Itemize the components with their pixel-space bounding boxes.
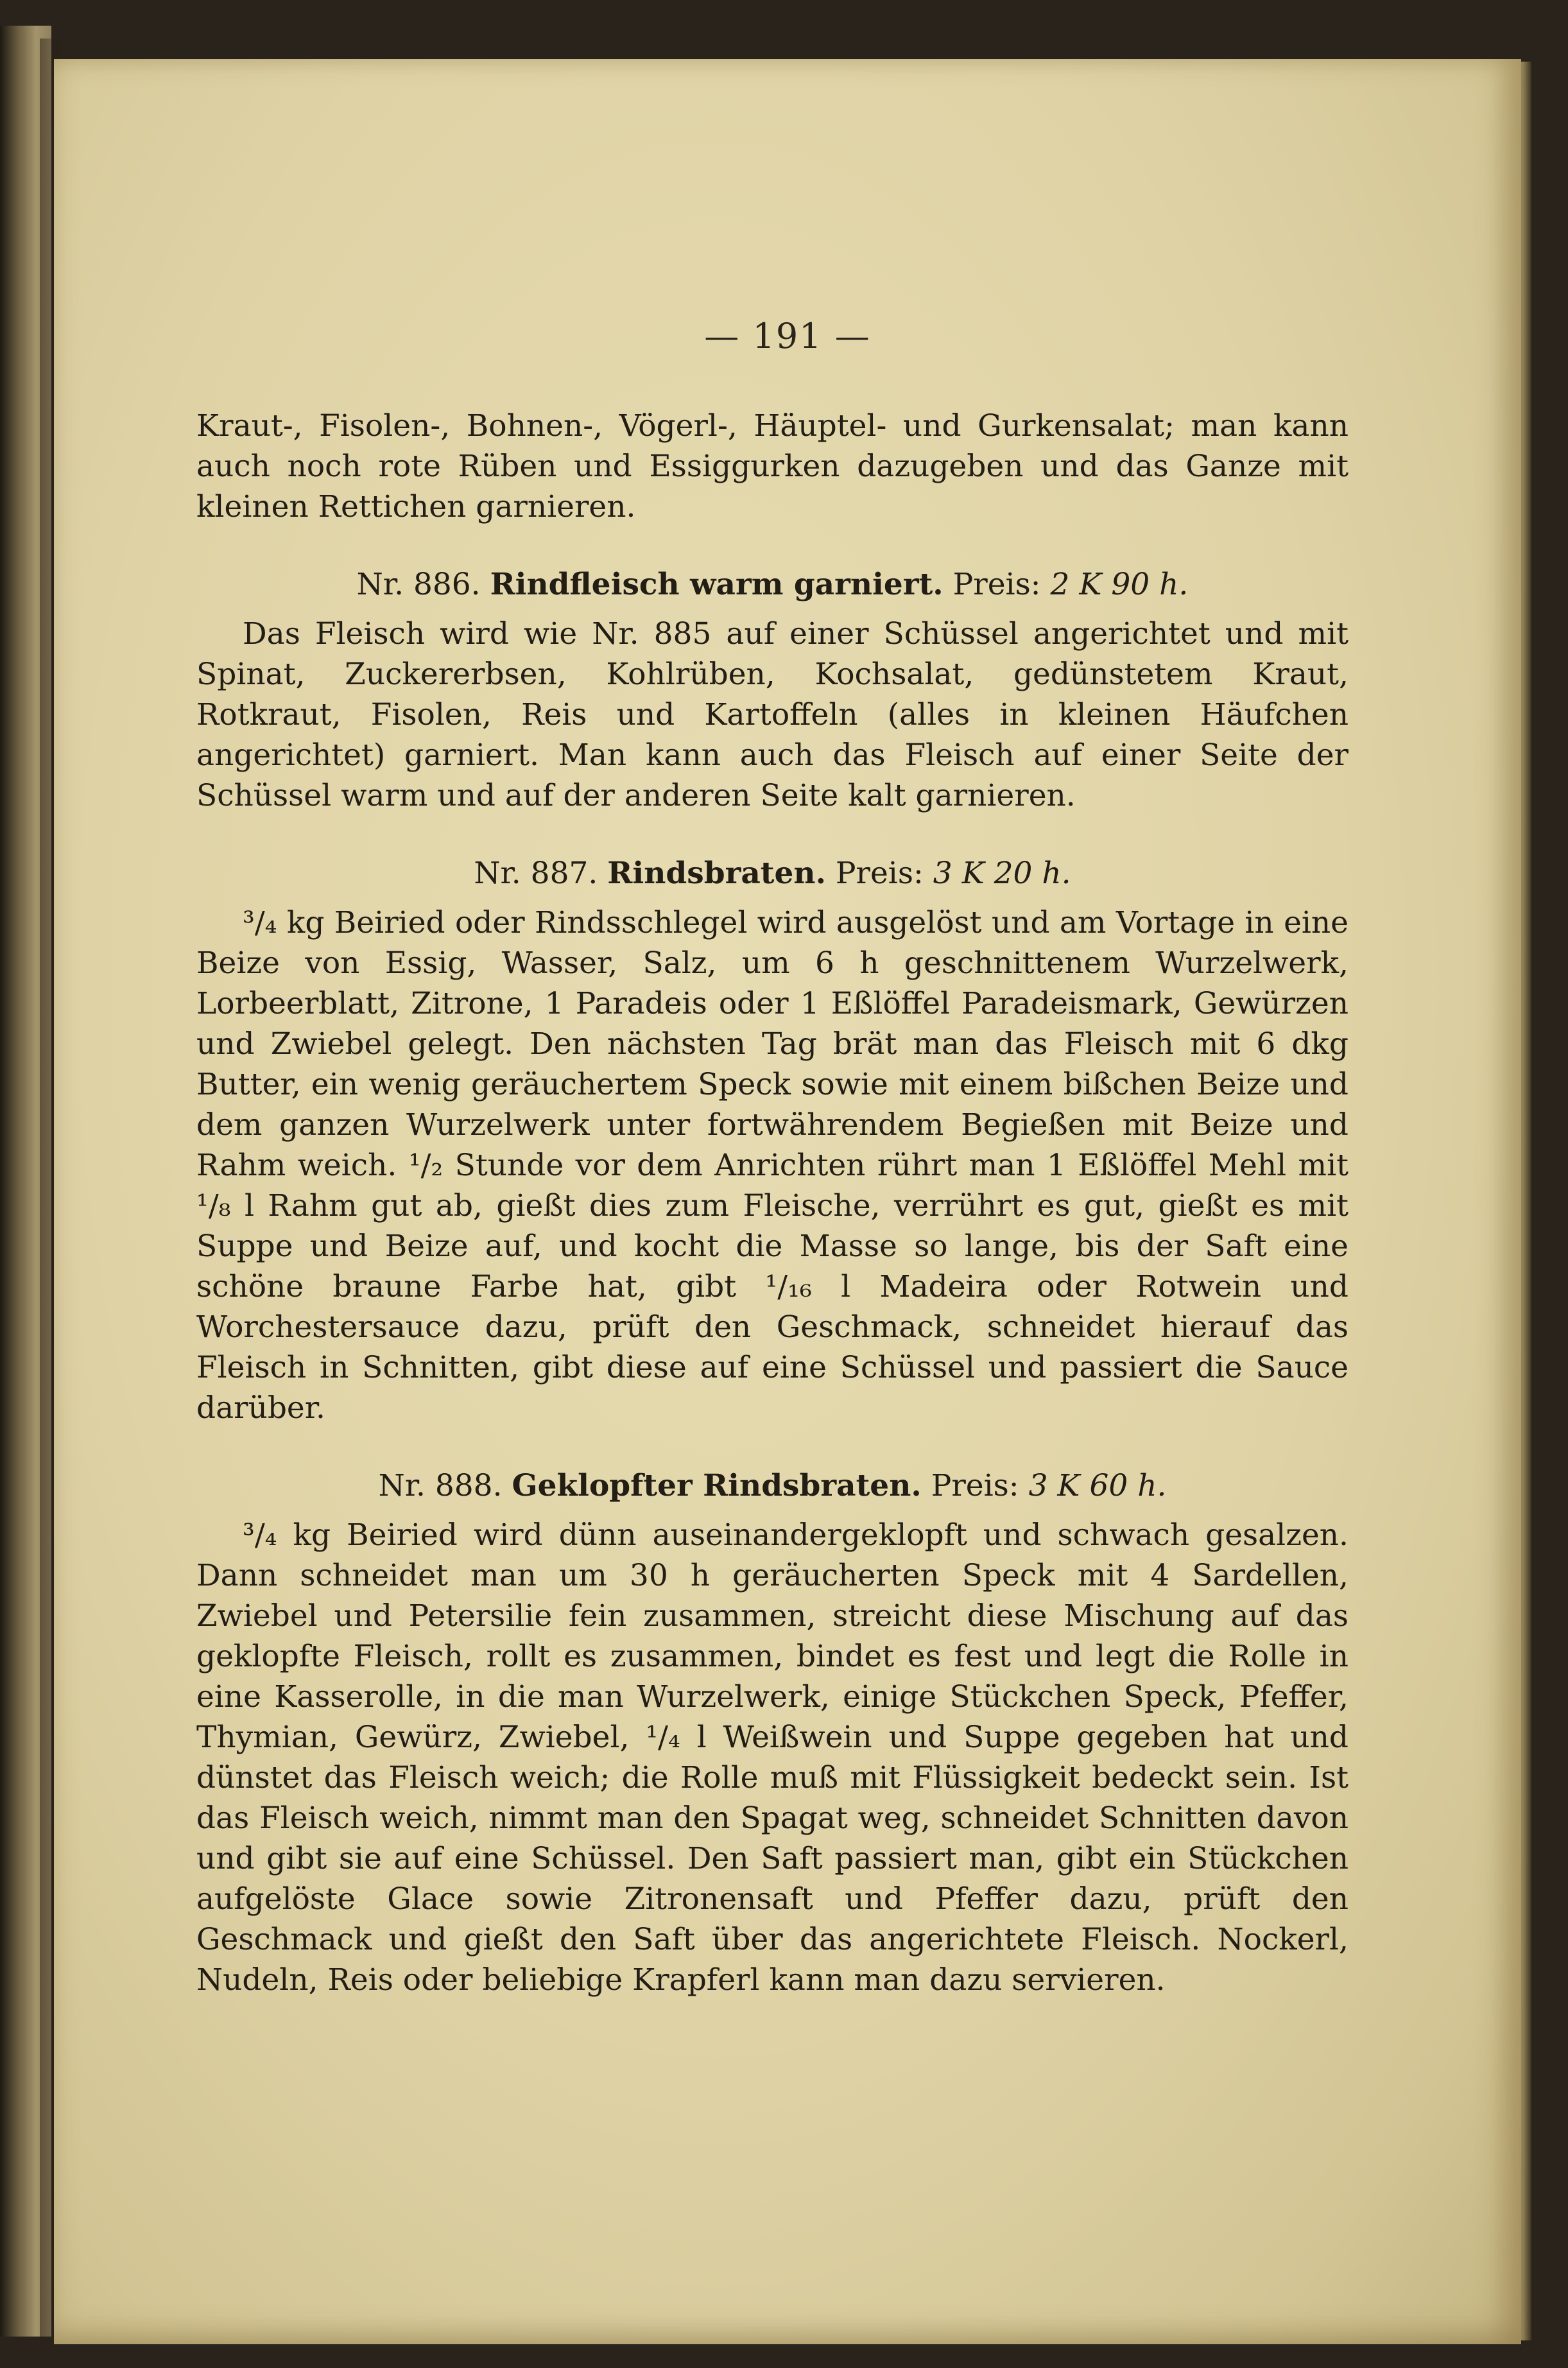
recipe-title: Rindfleisch warm garniert. [490,567,943,602]
recipe-paragraph-888: ³/₄ kg Beiried wird dünn auseinandergeklopft und schwach gesalzen. Dann schneidet man um 30 h geräucherten Speck mit 4 Sardellen, Zwiebel und Petersilie fein zusammen, streicht diese Mischung auf das geklopfte Fleisch, rollt es zusammen, bindet es fest und legt die Rolle in eine Kasserolle, in die man Wurzelwerk, einige Stückchen Speck, Pfeffer, Thymian, Gewürz, Zwiebel, ¹/₄ l Weißwein und Suppe gegeben hat und dünstet das Fleisch weich; die Rolle muß mit Flüssigkeit bedeckt sein. Ist das Fleisch weich, nimmt man den Spagat weg, schneidet Schnitten davon und gibt sie auf eine Schüssel. Den Saft passiert man, gibt ein Stückchen aufgelöste Glace sowie Zitronensaft und Pfeffer dazu, prüft den Geschmack und gießt den Saft über das angerichtete Fleisch. Nockerl, Nudeln, Reis oder beliebige Krapferl kann man dazu servieren. [196,1517,1348,1998]
recipe-heading-888 [196,1465,1348,1506]
recipe-number: Nr. 886. [356,567,481,602]
intro-paragraph: Kraut-, Fisolen-, Bohnen-, Vögerl-, Häuptel- und Gurkensalat; man kann auch noch rote Rüben und Essiggurken dazugeben und das Ganze mit kleinen Rettichen garnieren. [196,408,1348,524]
recipe-heading-887 [196,853,1348,894]
recipe-heading-886 [196,564,1348,605]
recipe-price: 2 K 90 h. [1050,567,1189,602]
recipe-title: Geklopfter Rindsbraten. [512,1468,922,1503]
page-body [196,406,1348,2000]
price-label: Preis: [931,1468,1019,1503]
recipe-price: 3 K 60 h. [1028,1468,1167,1503]
recipe-price: 3 K 20 h. [933,856,1071,891]
recipe-paragraph-887: ³/₄ kg Beiried oder Rindsschlegel wird ausgelöst und am Vortage in eine Beize von Essig, Wasser, Salz, um 6 h geschnittenem Wurzelwerk, Lorbeerblatt, Zitrone, 1 Paradeis oder 1 Eßlöffel Paradeismark, Gewürzen und Zwiebel gelegt. Den nächsten Tag brät man das Fleisch mit 6 dkg Butter, ein wenig geräuchertem Speck sowie mit einem bißchen Beize und dem ganzen Wurzelwerk unter fortwährendem Begießen mit Beize und Rahm weich. ¹/₂ Stunde vor dem Anrichten rührt man 1 Eßlöffel Mehl mit ¹/₈ l Rahm gut ab, gießt dies zum Fleische, verrührt es gut, gießt es mit Suppe und Beize auf, und kocht die Masse so lange, bis der Saft eine schöne braune Farbe hat, gibt ¹/₁₆ l Madeira oder Rotwein und Worchestersauce dazu, prüft den Geschmack, schneidet hierauf das Fleisch in Schnitten, gibt diese auf eine Schüssel und passiert die Sauce darüber. [196,905,1348,1426]
page-number: — 191 — [704,316,871,356]
price-label: Preis: [952,567,1041,602]
recipe-title: Rindsbraten. [607,856,826,891]
price-label: Preis: [835,856,924,891]
recipe-number: Nr. 887. [474,856,598,891]
recipe-paragraph-886: Das Fleisch wird wie Nr. 885 auf einer Schüssel angerichtet und mit Spinat, Zuckererbsen, Kohlrüben, Kochsalat, gedünstetem Kraut, Rotkraut, Fisolen, Reis und Kartoffeln (alles in kleinen Häufchen angerichtet) garniert. Man kann auch das Fleisch auf einer Seite der Schüssel warm und auf der anderen Seite kalt garnieren. [196,616,1348,813]
page [54,59,1521,2344]
recipe-number: Nr. 888. [378,1468,503,1503]
